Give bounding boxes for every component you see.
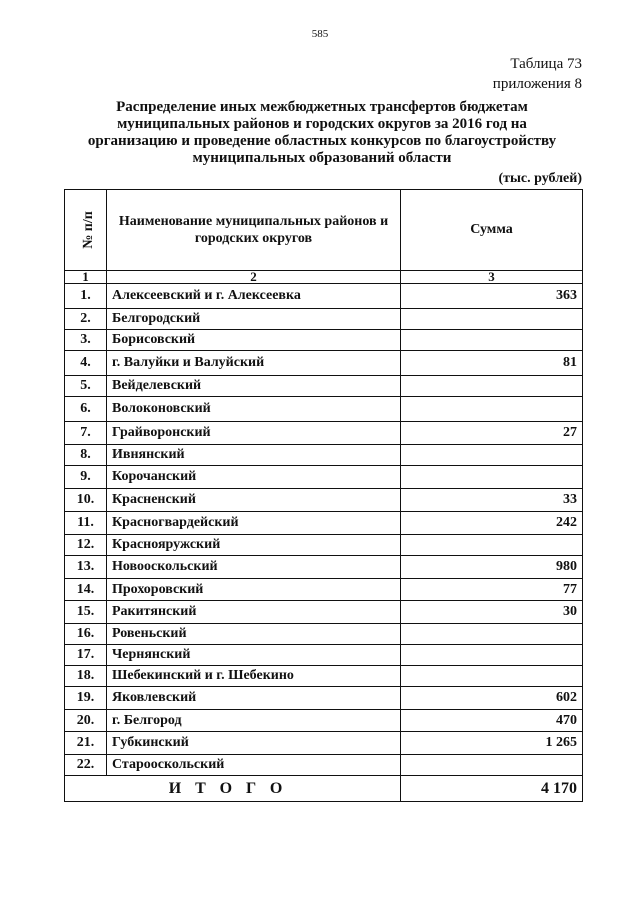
- table-row: [65, 376, 583, 397]
- amount-value: 30: [401, 601, 583, 624]
- table-row: [65, 666, 583, 687]
- amount-value: 77: [401, 579, 583, 601]
- table-body: [65, 271, 583, 776]
- amount-value: [401, 535, 583, 556]
- row-number: 3.: [65, 330, 107, 351]
- amount-value: [401, 376, 583, 397]
- amount-value: [401, 666, 583, 687]
- table-row: [65, 624, 583, 645]
- district-name: г. Валуйки и Валуйский: [107, 351, 401, 376]
- row-number: 16.: [65, 624, 107, 645]
- document-title: Распределение иных межбюджетных трансфертов бюджетам муниципальных районов и городских округов за 2016 год на организацию и проведение областных конкурсов по благоустройству муниципальных образований области: [87, 99, 557, 166]
- table-row: [65, 710, 583, 732]
- row-number: 1.: [65, 284, 107, 309]
- row-number: 13.: [65, 556, 107, 579]
- district-name: Краснояружский: [107, 535, 401, 556]
- district-name: Губкинский: [107, 732, 401, 755]
- district-name: Яковлевский: [107, 687, 401, 710]
- table-row: [65, 687, 583, 710]
- transfers-table: [64, 189, 583, 802]
- district-name: Прохоровский: [107, 579, 401, 601]
- table-row: [65, 601, 583, 624]
- table-row: [65, 422, 583, 445]
- amount-value: [401, 397, 583, 422]
- amount-value: [401, 445, 583, 466]
- table-row: [65, 556, 583, 579]
- amount-value: 602: [401, 687, 583, 710]
- amount-value: 33: [401, 489, 583, 512]
- district-name: Ивнянский: [107, 445, 401, 466]
- row-number: 6.: [65, 397, 107, 422]
- district-name: Чернянский: [107, 645, 401, 666]
- table-row: [65, 645, 583, 666]
- units-label: (тыс. рублей): [498, 171, 582, 186]
- row-number: 4.: [65, 351, 107, 376]
- total-label: ИТОГО: [65, 776, 401, 802]
- table-row: [65, 445, 583, 466]
- header-name: Наименование муниципальных районов и городских округов: [107, 190, 401, 271]
- table-label: Таблица 73: [510, 56, 582, 72]
- amount-value: [401, 645, 583, 666]
- table-row: [65, 309, 583, 330]
- column-index: 2: [107, 271, 401, 284]
- amount-value: [401, 466, 583, 489]
- page-number: 585: [311, 28, 329, 40]
- column-index: 1: [65, 271, 107, 284]
- total-row: [65, 776, 583, 802]
- district-name: Красногвардейский: [107, 512, 401, 535]
- district-name: Ракитянский: [107, 601, 401, 624]
- table-row: [65, 466, 583, 489]
- table-row: [65, 397, 583, 422]
- district-name: Грайворонский: [107, 422, 401, 445]
- row-number: 8.: [65, 445, 107, 466]
- district-name: Волоконовский: [107, 397, 401, 422]
- header-sum: Сумма: [401, 190, 583, 271]
- row-number: 15.: [65, 601, 107, 624]
- table-row: [65, 512, 583, 535]
- header-number: № п/п: [65, 190, 107, 271]
- district-name: Вейделевский: [107, 376, 401, 397]
- table-row: [65, 489, 583, 512]
- district-name: Ровеньский: [107, 624, 401, 645]
- table-row: [65, 579, 583, 601]
- total-amount: 4 170: [401, 776, 583, 802]
- amount-value: 363: [401, 284, 583, 309]
- amount-value: 980: [401, 556, 583, 579]
- column-index-row: [65, 271, 583, 284]
- row-number: 19.: [65, 687, 107, 710]
- district-name: Алексеевский и г. Алексеевка: [107, 284, 401, 309]
- row-number: 10.: [65, 489, 107, 512]
- table-row: [65, 284, 583, 309]
- district-name: Белгородский: [107, 309, 401, 330]
- amount-value: [401, 624, 583, 645]
- table-row: [65, 732, 583, 755]
- row-number: 5.: [65, 376, 107, 397]
- amount-value: 470: [401, 710, 583, 732]
- row-number: 18.: [65, 666, 107, 687]
- row-number: 2.: [65, 309, 107, 330]
- amount-value: 242: [401, 512, 583, 535]
- amount-value: [401, 309, 583, 330]
- district-name: Корочанский: [107, 466, 401, 489]
- district-name: Красненский: [107, 489, 401, 512]
- row-number: 22.: [65, 755, 107, 776]
- row-number: 21.: [65, 732, 107, 755]
- row-number: 17.: [65, 645, 107, 666]
- district-name: г. Белгород: [107, 710, 401, 732]
- row-number: 20.: [65, 710, 107, 732]
- table-row: [65, 330, 583, 351]
- table-row: [65, 755, 583, 776]
- column-index: 3: [401, 271, 583, 284]
- row-number: 11.: [65, 512, 107, 535]
- district-name: Новооскольский: [107, 556, 401, 579]
- district-name: Шебекинский и г. Шебекино: [107, 666, 401, 687]
- row-number: 9.: [65, 466, 107, 489]
- amount-value: [401, 755, 583, 776]
- appendix-label: приложения 8: [492, 76, 582, 92]
- amount-value: 1 265: [401, 732, 583, 755]
- table-header-row: [65, 190, 583, 271]
- district-name: Старооскольский: [107, 755, 401, 776]
- row-number: 7.: [65, 422, 107, 445]
- amount-value: [401, 330, 583, 351]
- amount-value: 27: [401, 422, 583, 445]
- table-row: [65, 351, 583, 376]
- row-number: 14.: [65, 579, 107, 601]
- district-name: Борисовский: [107, 330, 401, 351]
- table-row: [65, 535, 583, 556]
- amount-value: 81: [401, 351, 583, 376]
- row-number: 12.: [65, 535, 107, 556]
